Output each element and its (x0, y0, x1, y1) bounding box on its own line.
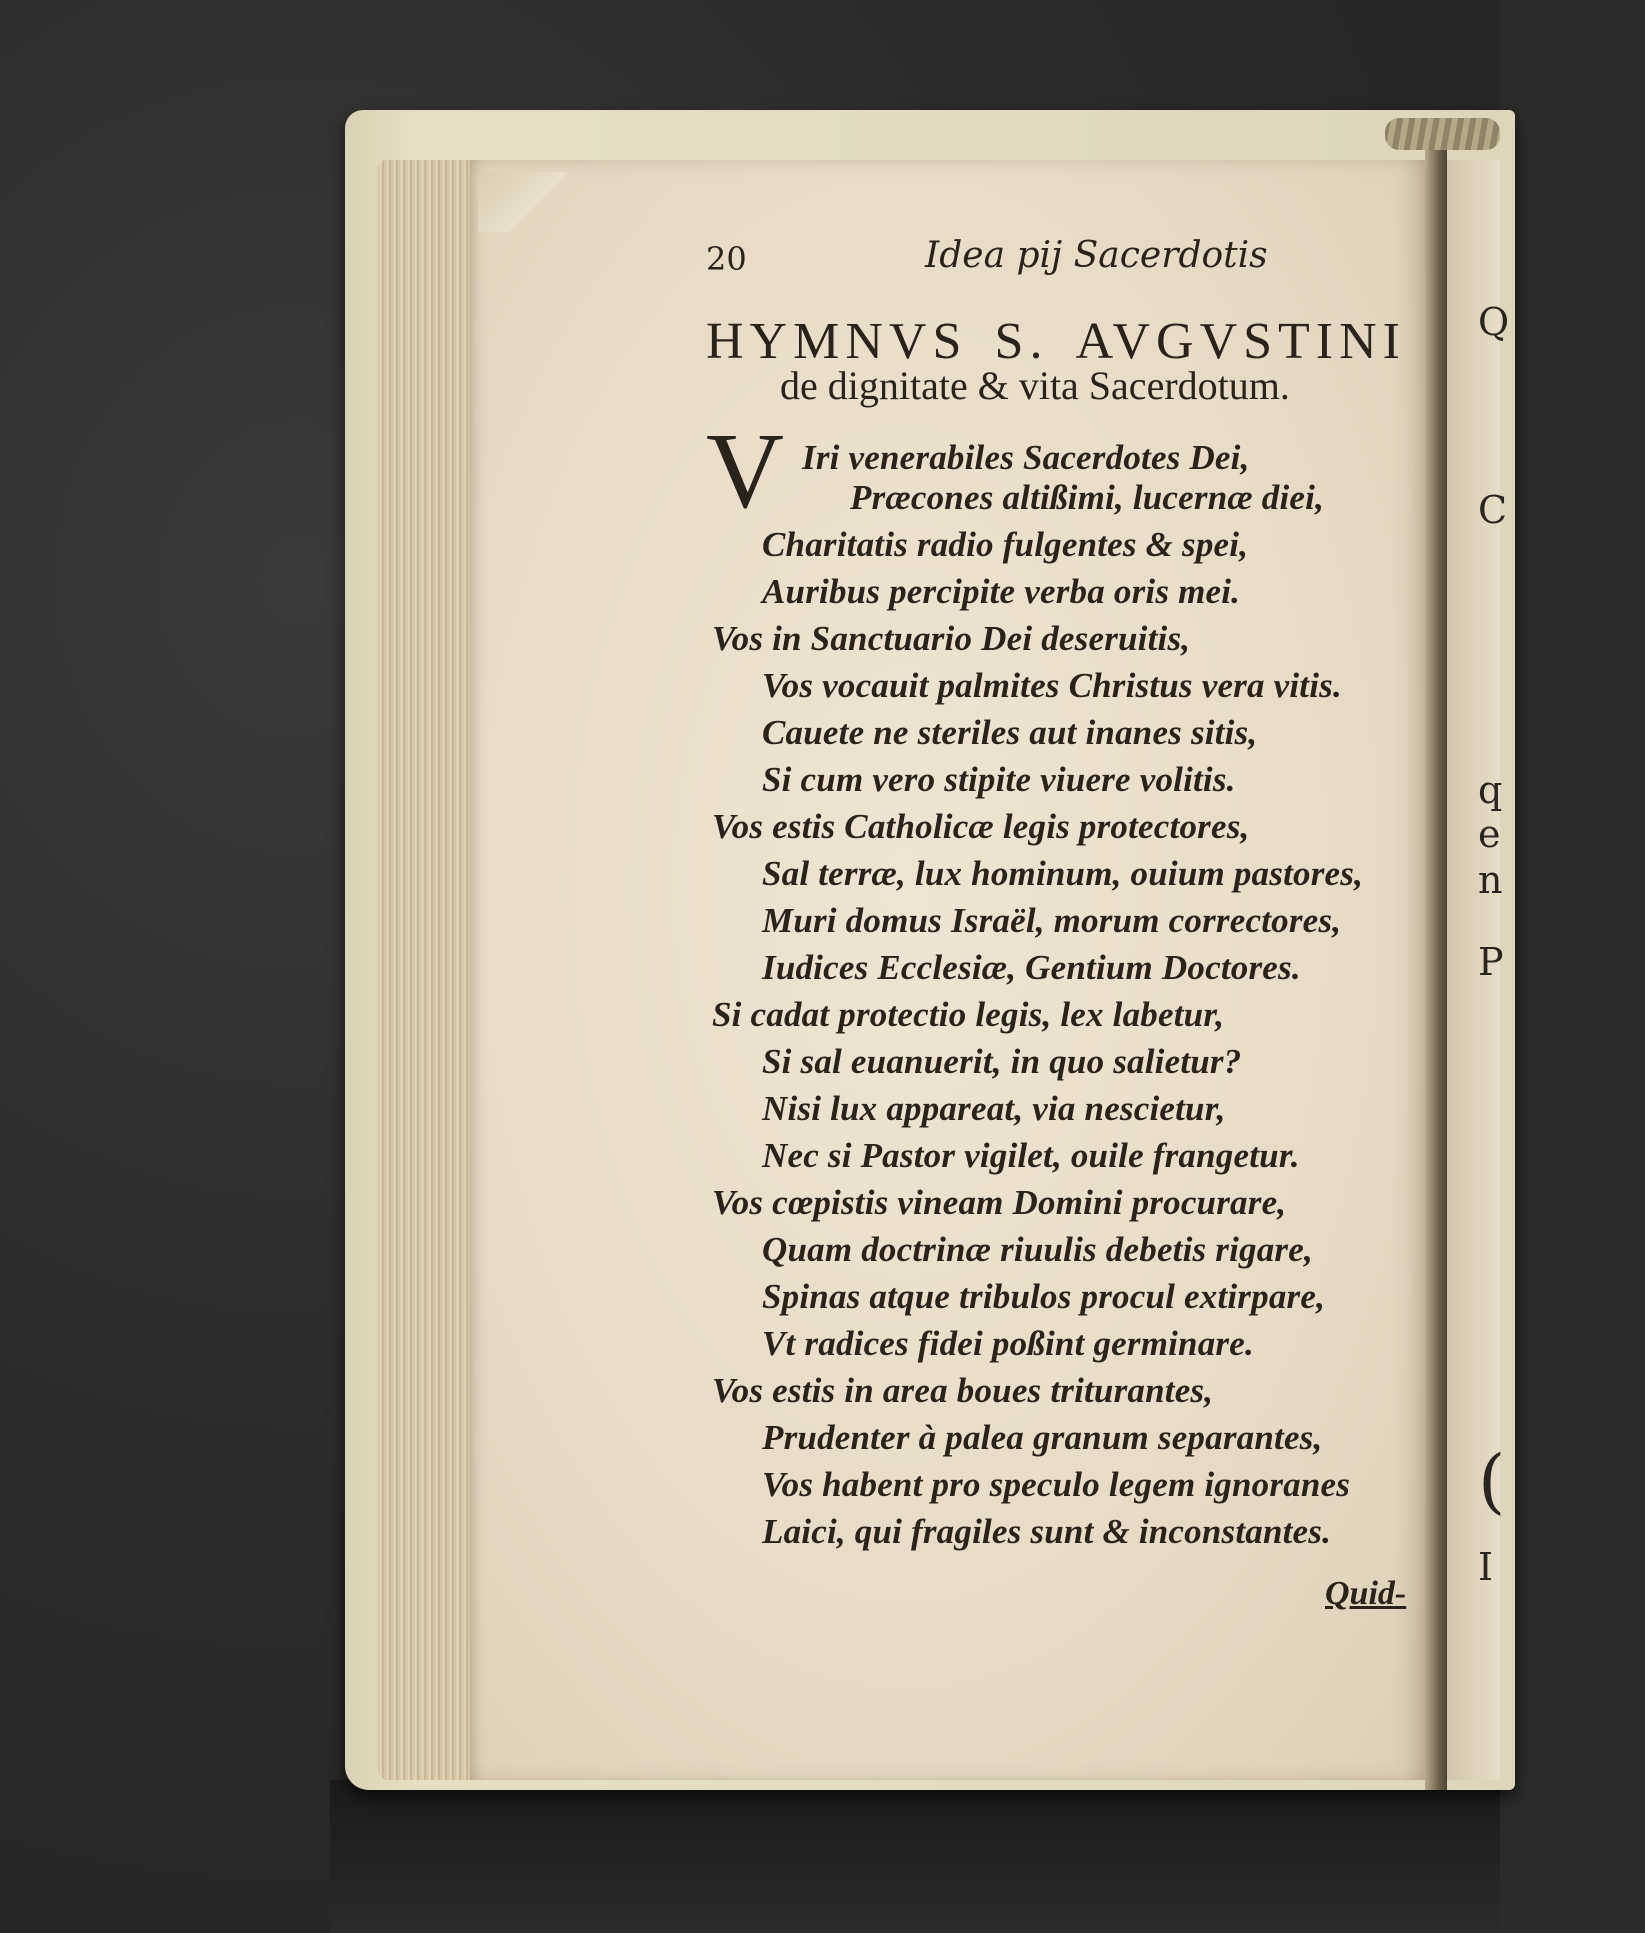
title-word: HYMNVS (706, 313, 968, 370)
verse-line: Prudenter à palea granum separantes, (762, 1418, 1323, 1457)
facing-glyph: I (1478, 1545, 1494, 1589)
verse-line: Cauete ne steriles aut inanes sitis, (762, 713, 1258, 752)
verse-line: Vos vocauit palmites Christus vera vitis. (762, 666, 1342, 705)
verse-line: Vos in Sanctuario Dei deseruitis, (712, 619, 1191, 658)
verse-line: Spinas atque tribulos procul extirpare, (762, 1277, 1326, 1316)
verse-line: Vos estis in area boues triturantes, (712, 1371, 1214, 1410)
verse-line: Laici, qui fragiles sunt & inconstantes. (762, 1512, 1332, 1551)
hymn-subtitle: de dignitate & vita Sacerdotum. (780, 363, 1290, 408)
verse-line: Vos estis Catholicæ legis protectores, (712, 807, 1250, 846)
facing-glyph: q (1478, 768, 1503, 812)
verse-line: Nisi lux appareat, via nescietur, (762, 1089, 1226, 1128)
running-title: Idea pij Sacerdotis (925, 235, 1268, 276)
verse-line: Vt radices fidei poßint germinare. (762, 1324, 1254, 1363)
title-word: S. (994, 313, 1049, 370)
facing-glyph: n (1478, 858, 1503, 902)
verse-line: Iri venerabiles Sacerdotes Dei, (802, 438, 1250, 477)
facing-glyph: ( (1478, 1440, 1506, 1522)
verse-line: Iudices Ecclesiæ, Gentium Doctores. (762, 948, 1301, 987)
verse-line: Sal terræ, lux hominum, ouium pastores, (762, 854, 1364, 893)
verse-line: Si cadat protectio legis, lex labetur, (712, 995, 1225, 1034)
verse-line: Auribus percipite verba oris mei. (762, 572, 1241, 611)
page-number: 20 (706, 240, 747, 278)
catchword: Quid- (1325, 1575, 1407, 1612)
verse-line: Si cum vero stipite viuere volitis. (762, 760, 1236, 799)
facing-glyph: e (1478, 812, 1501, 856)
facing-glyph: C (1478, 488, 1508, 532)
verse-line: Vos cœpistis vineam Domini procurare, (712, 1183, 1287, 1222)
facing-glyph: Q (1478, 300, 1510, 344)
verse-line: Vos habent pro speculo legem ignoranes (762, 1465, 1351, 1504)
verse-line: Nec si Pastor vigilet, ouile frangetur. (762, 1136, 1300, 1175)
facing-glyph: P (1478, 940, 1504, 984)
drop-cap: V (706, 412, 784, 531)
verse-line: Quam doctrinæ riuulis debetis rigare, (762, 1230, 1313, 1269)
title-word: AVGVSTINI (1075, 313, 1406, 370)
verse-line: Præcones altißimi, lucernæ diei, (850, 478, 1325, 517)
verse-line: Si sal euanuerit, in quo salietur? (762, 1042, 1242, 1081)
verse-line: Charitatis radio fulgentes & spei, (762, 525, 1249, 564)
verse-line: Muri domus Israël, morum correctores, (762, 901, 1342, 940)
